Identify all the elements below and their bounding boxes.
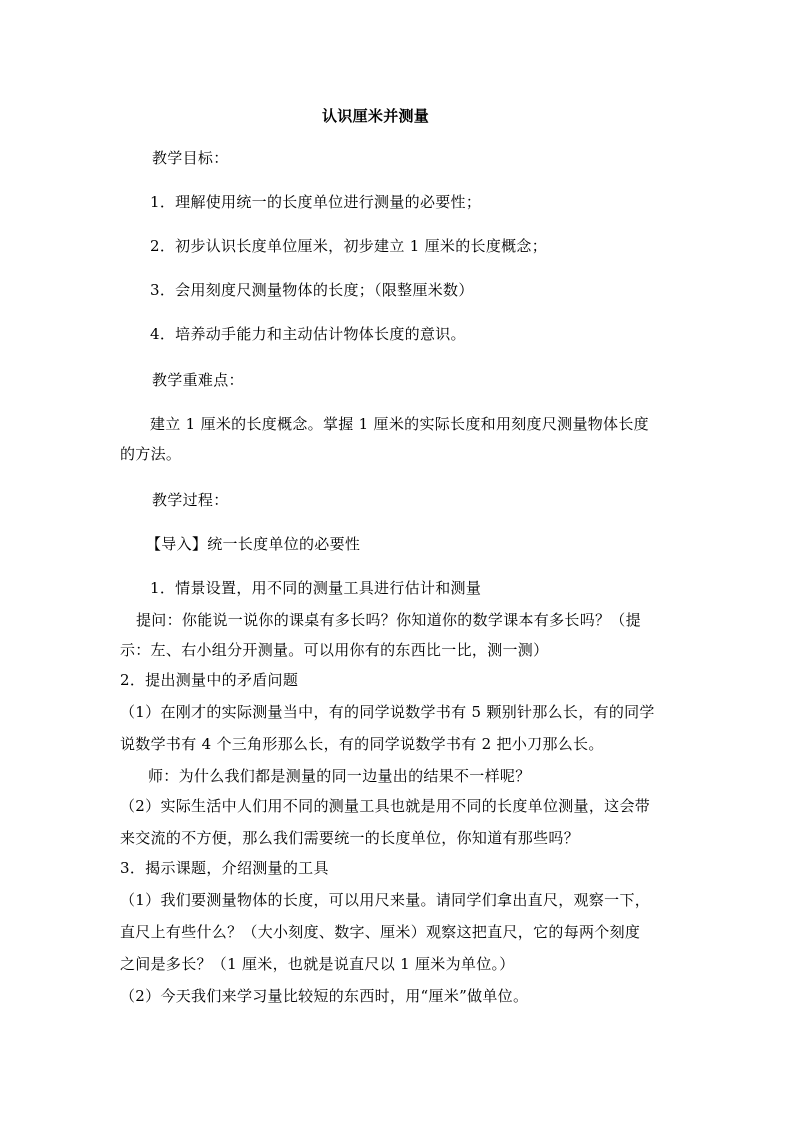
step3-heading: 3．揭示课题，介绍测量的工具 (120, 859, 329, 877)
step3-paragraph-line: （2）今天我们来学习量比较短的东西时，用“厘米”做单位。 (120, 987, 529, 1005)
step3-paragraph-line: 之间是多长？（1 厘米，也就是说直尺以 1 厘米为单位。） (120, 955, 515, 973)
intro-heading: 【导入】统一长度单位的必要性 (146, 535, 361, 553)
objectives-heading: 教学目标： (152, 149, 229, 167)
step2-paragraph-line: （2）实际生活中人们用不同的测量工具也就是用不同的长度单位测量，这会带 (120, 797, 651, 815)
step2-paragraph-line: 说数学书有 4 个三角形那么长，有的同学说数学书有 2 把小刀那么长。 (120, 735, 604, 753)
step2-paragraph-line: 来交流的不方便，那么我们需要统一的长度单位，你知道有那些吗？ (120, 829, 580, 847)
step2-teacher-line: 师：为什么我们都是测量的同一边量出的结果不一样呢？ (148, 767, 531, 785)
process-heading: 教学过程： (152, 491, 229, 509)
step3-paragraph-line: （1）我们要测量物体的长度，可以用尺来量。请同学们拿出直尺，观察一下， (120, 891, 651, 909)
step2-heading: 2．提出测量中的矛盾问题 (120, 671, 299, 689)
step1-text-line: 示：左、右小组分开测量。可以用你有的东西比一比，测一测） (120, 641, 549, 659)
step2-paragraph-line: （1）在刚才的实际测量当中，有的同学说数学书有 5 颗别针那么长，有的同学 (120, 703, 655, 721)
step3-paragraph-line: 直尺上有些什么？（大小刻度、数字、厘米）观察这把直尺，它的每两个刻度 (120, 923, 641, 941)
step1-text-line: 提问：你能说一说你的课桌有多长吗？你知道你的数学课本有多长吗？（提 (136, 611, 641, 629)
document-title: 认识厘米并测量 (322, 107, 430, 125)
step1-heading: 1．情景设置，用不同的测量工具进行估计和测量 (150, 579, 482, 597)
objective-item: 4．培养动手能力和主动估计物体长度的意识。 (150, 325, 466, 343)
keypoints-heading: 教学重难点： (152, 371, 244, 389)
objective-item: 3．会用刻度尺测量物体的长度；（限整厘米数） (150, 281, 474, 299)
objective-item: 1．理解使用统一的长度单位进行测量的必要性； (150, 193, 482, 211)
objective-item: 2．初步认识长度单位厘米，初步建立 1 厘米的长度概念； (150, 237, 548, 255)
keypoints-line: 建立 1 厘米的长度概念。掌握 1 厘米的实际长度和用刻度尺测量物体长度 (150, 415, 649, 433)
keypoints-line: 的方法。 (120, 445, 182, 463)
